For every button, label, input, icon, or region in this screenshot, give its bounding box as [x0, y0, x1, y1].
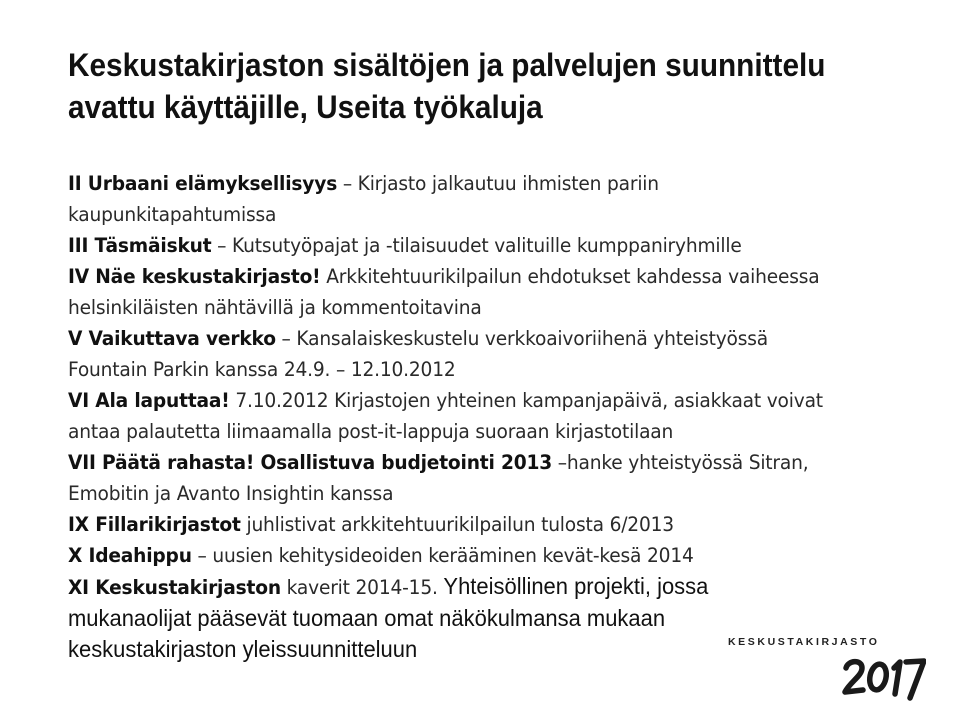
- slide-body: [68, 168, 908, 665]
- item-ii-line-1: [68, 168, 908, 199]
- item-v-text-2: Fountain Parkin kanssa 24.9. – 12.10.2012: [68, 358, 456, 381]
- item-iii-text: – Kutsutyöpajat ja -tilaisuudet valituille kumppaniryhmille: [211, 234, 742, 257]
- item-v-line-1: [68, 323, 908, 354]
- logo-wordmark: KESKUSTAKIRJASTO: [728, 636, 880, 648]
- item-ix-text: juhlistivat arkkitehtuurikilpailun tulosta 6/2013: [240, 513, 674, 536]
- logo-year-2017: [840, 650, 926, 702]
- item-vi-text-2: antaa palautetta liimaamalla post-it-lappuja suoraan kirjastotilaan: [68, 420, 674, 443]
- item-x-line: [68, 540, 908, 571]
- title-line-1: Keskustakirjaston sisältöjen ja palvelujen suunnittelu: [68, 47, 826, 83]
- item-ix-line: [68, 509, 908, 540]
- item-xi-note-2: mukanaolijat pääsevät tuomaan omat näkökulmansa mukaan: [68, 605, 666, 631]
- item-iv-heading: IV Näe keskustakirjasto!: [68, 265, 321, 288]
- item-xi-line-1: [68, 571, 908, 603]
- item-vii-text-2: Emobitin ja Avanto Insightin kanssa: [68, 482, 394, 505]
- item-ii-text-2: kaupunkitapahtumissa: [68, 203, 277, 226]
- item-x-text: – uusien kehitysideoiden kerääminen kevät-kesä 2014: [191, 544, 694, 567]
- title-line-2: avattu käyttäjille, Useita työkaluja: [68, 89, 543, 125]
- item-v-heading: V Vaikuttava verkko: [68, 327, 276, 350]
- keskustakirjasto-logo: [728, 636, 928, 702]
- item-xi-note-1: Yhteisöllinen projekti, jossa: [437, 573, 709, 599]
- item-ii-text-1: – Kirjasto jalkautuu ihmisten pariin: [337, 172, 659, 195]
- item-vii-text-1: –hanke yhteistyössä Sitran,: [552, 451, 809, 474]
- item-v-text-1: – Kansalaiskeskustelu verkkoaivoriihenä yhteistyössä: [275, 327, 769, 350]
- item-iii-heading: III Täsmäiskut: [68, 234, 212, 257]
- item-iii-line: [68, 230, 908, 261]
- item-ii-heading: II Urbaani elämyksellisyys: [68, 172, 338, 195]
- item-iv-line-1: [68, 261, 908, 292]
- item-xi-text: kaverit 2014-15.: [280, 576, 438, 599]
- item-vi-text-1: 7.10.2012 Kirjastojen yhteinen kampanjapäivä, asiakkaat voivat: [229, 389, 823, 412]
- item-xi-heading: XI Keskustakirjaston: [68, 576, 281, 599]
- item-x-heading: X Ideahippu: [68, 544, 192, 567]
- item-iv-text-1: Arkkitehtuurikilpailun ehdotukset kahdessa vaiheessa: [320, 265, 820, 288]
- item-vii-line-1: [68, 447, 908, 478]
- slide-title: [68, 44, 868, 128]
- item-ix-heading: IX Fillarikirjastot: [68, 513, 241, 536]
- item-vii-heading: VII Päätä rahasta! Osallistuva budjetointi 2013: [68, 451, 553, 474]
- item-iv-text-2: helsinkiläisten nähtävillä ja kommentoitavina: [68, 296, 482, 319]
- item-xi-note-3: keskustakirjaston yleissuunnitteluun: [68, 636, 418, 662]
- item-vi-heading: VI Ala laputtaa!: [68, 389, 230, 412]
- item-vi-line-1: [68, 385, 908, 416]
